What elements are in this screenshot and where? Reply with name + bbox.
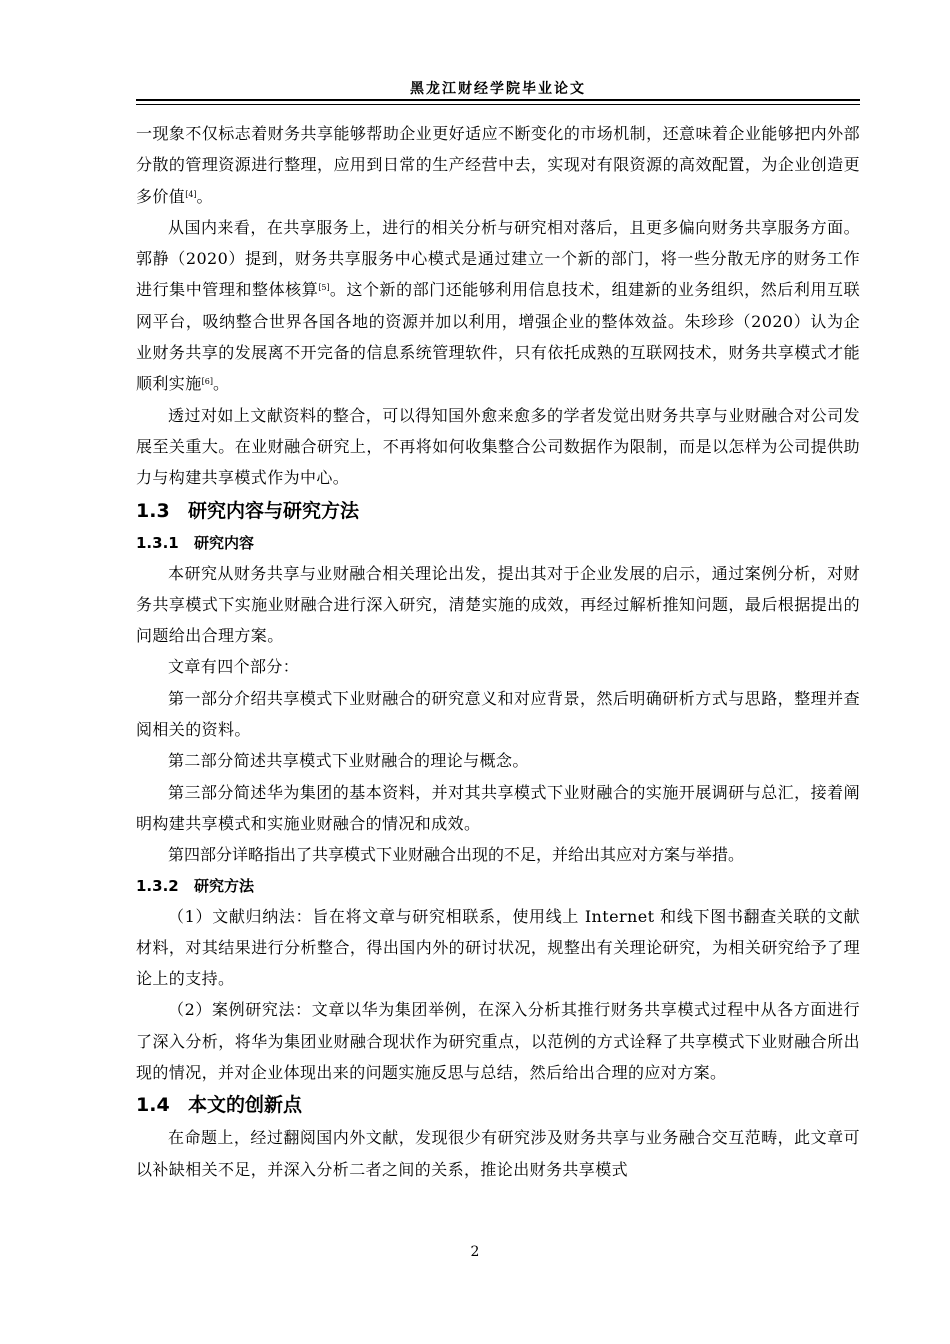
page-body: [136, 118, 860, 1185]
paragraph-6: 第一部分介绍共享模式下业财融合的研究意义和对应背景，然后明确研析方式与思路，整理并查阅相关的资料。: [136, 688, 860, 740]
paragraph-4: 本研究从财务共享与业财融合相关理论出发，提出其对于企业发展的启示，通过案例分析，对财务共享模式下实施业财融合进行深入研究，清楚实施的成效，再经过解析推知问题，最后根据提出的问题给出合理方案。: [136, 563, 860, 646]
paragraph-11: （2）案例研究法：文章以华为集团举例，在深入分析其推行财务共享模式过程中从各方面进行了深入分析，将华为集团业财融合现状作为研究重点，以范例的方式诠释了共享模式下业财融合所出现的情况，并对企业体现出来的问题实施反思与总结，然后给出合理的应对方案。: [136, 1000, 860, 1083]
running-header: 黑龙江财经学院毕业论文: [410, 81, 586, 97]
section-number: 1.4: [136, 1094, 170, 1117]
section-heading-1-4: [136, 1088, 860, 1122]
section-title: 本文的创新点: [188, 1094, 303, 1117]
paragraph-12: 在命题上，经过翻阅国内外文献，发现很少有研究涉及财务共享与业务融合交互范畴，此文章可以补缺相关不足，并深入分析二者之间的关系，推论出财务共享模式: [136, 1128, 860, 1179]
subsection-number: 1.3.2: [136, 876, 179, 895]
page-number: 2: [470, 1244, 480, 1260]
paragraph-3: 透过对如上文献资料的整合，可以得知国外愈来愈多的学者发觉出财务共享与业财融合对公司发展至关重大。在业财融合研究上，不再将如何收集整合公司数据作为限制，而是以怎样为公司提供助力与构建共享模式作为中心。: [136, 405, 860, 488]
paragraph-9: 第四部分详略指出了共享模式下业财融合出现的不足，并给出其应对方案与举措。: [168, 845, 745, 865]
citation-6: [6]: [201, 377, 213, 387]
subsection-heading-1-3-2: [136, 871, 860, 901]
subsection-number: 1.3.1: [136, 533, 179, 552]
section-heading-1-3: [136, 494, 860, 528]
paragraph-7: 第二部分简述共享模式下业财融合的理论与概念。: [168, 751, 529, 771]
citation-4: [4]: [185, 189, 197, 199]
subsection-title: 研究方法: [194, 876, 255, 895]
subsection-heading-1-3-1: [136, 528, 860, 558]
section-title: 研究内容与研究方法: [188, 499, 360, 522]
paragraph-2: 从国内来看，在共享服务上，进行的相关分析与研究相对落后，且更多偏向财务共享服务方面。郭静（2020）提到，财务共享服务中心模式是通过建立一个新的部门，将一些分散无序的财务工作进行集中管理和整体核算[5]。这个新的部门还能够利用信息技术，组建新的业务组织，然后利用互联网平台，吸纳整合世界各国各地的资源并加以利用，增强企业的整体效益。朱珍珍（2020）认为企业财务共享的发展离不开完备的信息系统管理软件，只有依托成熟的互联网技术，财务共享模式才能顺利实施[6]。: [136, 217, 860, 394]
section-number: 1.3: [136, 499, 170, 522]
header-rule-thin: [136, 104, 860, 105]
paragraph-8: 第三部分简述华为集团的基本资料，并对其共享模式下业财融合的实施开展调研与总汇，接着阐明构建共享模式和实施业财融合的情况和成效。: [136, 782, 860, 833]
paragraph-1: 一现象不仅标志着财务共享能够帮助企业更好适应不断变化的市场机制，还意味着企业能够把内外部分散的管理资源进行整理，应用到日常的生产经营中去，实现对有限资源的高效配置，为企业创造更多价值[4]。: [136, 124, 860, 206]
paragraph-10: （1）文献归纳法：旨在将文章与研究相联系，使用线上 Internet 和线下图书翻查关联的文献材料，对其结果进行分析整合，得出国内外的研讨状况，规整出有关理论研究，为相关研究给予了理论上的支持。: [136, 906, 860, 989]
citation-5: [5]: [318, 283, 330, 293]
paragraph-5: 文章有四个部分：: [168, 657, 300, 677]
subsection-title: 研究内容: [194, 533, 255, 552]
header-rule-thick: [136, 99, 860, 101]
